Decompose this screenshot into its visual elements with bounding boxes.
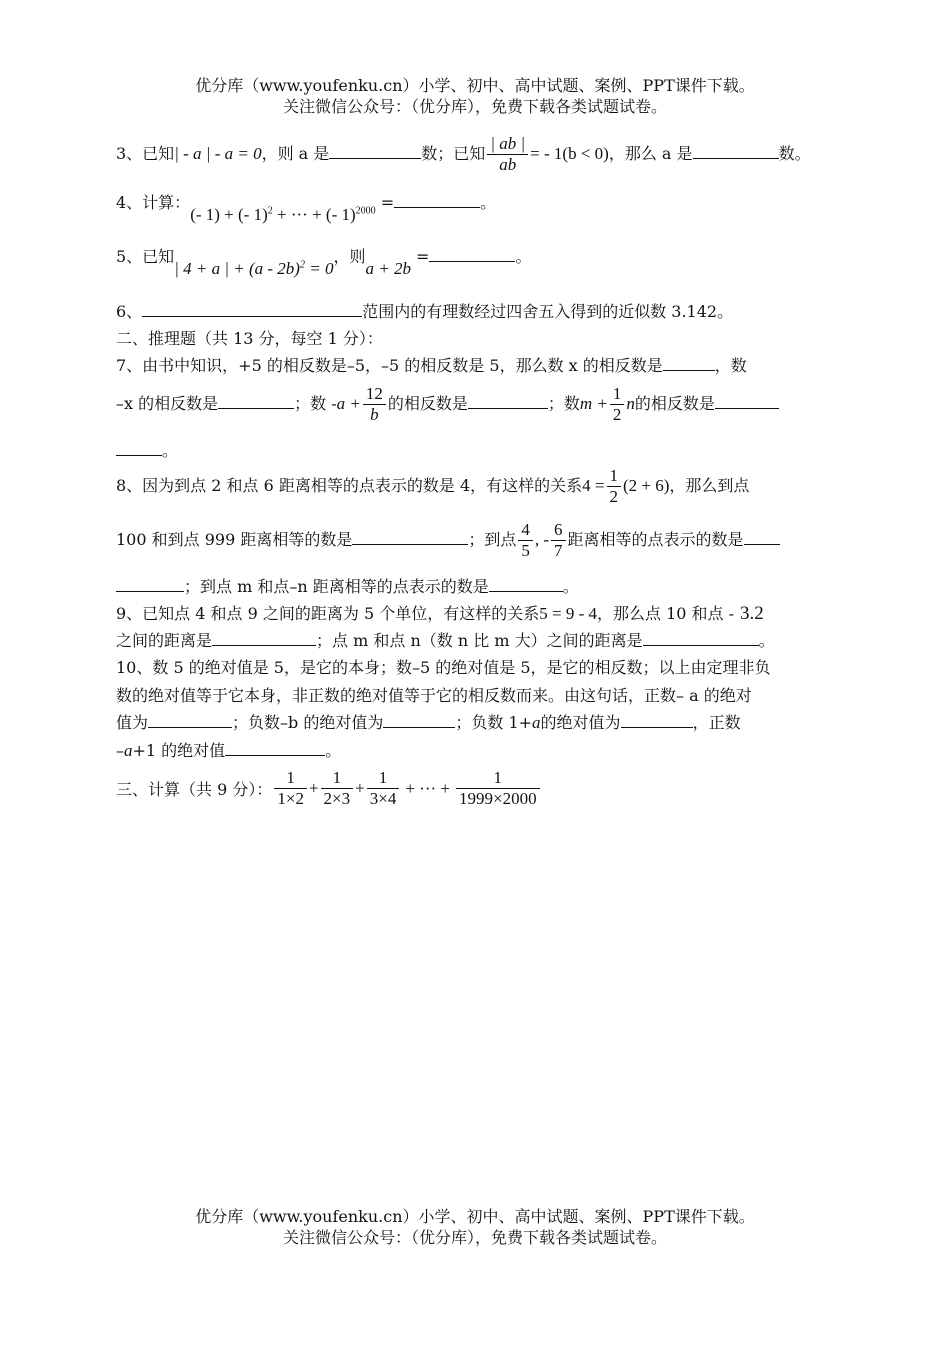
q3-tail: 数。 (778, 144, 811, 163)
question-10-line-3 (116, 710, 741, 733)
q5-expr-1b: = 0 (304, 259, 334, 278)
q8-sep: , - (534, 530, 550, 549)
q5-expression-1 (174, 259, 333, 278)
q3-expr-1: | - a | - a = 0 (174, 144, 262, 163)
q6-tail: 范围内的有理数经过四舍五入得到的近似数 3.142。 (362, 302, 734, 321)
sec3-plus-2: + (355, 778, 365, 798)
q5-eq: = (410, 247, 430, 266)
q3-fraction (487, 134, 528, 175)
question-9-line-1 (116, 601, 764, 625)
sec3-plus-1: + (308, 778, 319, 798)
q3-blank-2[interactable] (693, 144, 779, 159)
q3-frac-den: ab (499, 155, 517, 174)
q7-p2c: a + (336, 394, 361, 413)
q7-fraction-2 (610, 384, 625, 425)
q9-eq: 5 = 9 - 4 (539, 604, 597, 623)
q10-p3b: ；负数–b 的绝对值为 (232, 713, 384, 732)
q7-blank-4[interactable] (715, 394, 779, 409)
q9-blank-1[interactable] (212, 631, 316, 646)
q9-p2a: 之间的距离是 (116, 631, 213, 650)
sec3-f4-num: 1 (456, 768, 540, 789)
footer-line-2: 关注微信公众号：（优分库），免费下载各类试题试卷。 (282, 1228, 667, 1247)
q10-p3e: 的绝对值为 (540, 713, 621, 732)
q7-blank-2[interactable] (218, 394, 294, 409)
q4-tail: 。 (480, 193, 497, 212)
question-8-line-2 (116, 520, 780, 561)
q8-eqa: 4 = (582, 476, 605, 495)
q5-blank[interactable] (429, 247, 515, 262)
q3-frac-num: | ab | (487, 134, 528, 155)
q7-p2e: ；数 (547, 394, 580, 413)
q3-mid-2: 数；已知 (421, 144, 486, 163)
q8-f1-num: 4 (518, 520, 533, 541)
q8-eqb: (2 + 6) (623, 476, 670, 495)
q8-frac-den: 2 (609, 487, 618, 506)
page-footer (0, 1206, 950, 1248)
sec3-fraction-3 (367, 768, 400, 809)
q4-blank[interactable] (394, 193, 480, 208)
q5-sup: 2 (299, 259, 305, 271)
q3-mid-1: ，则 a 是 (261, 144, 330, 163)
q7-p3: 。 (162, 441, 179, 460)
q10-p3c: ；负数 1+ (455, 713, 533, 732)
q10-p3d: a (532, 713, 541, 732)
question-10-line-1: 10、数 5 的绝对值是 5，是它的本身；数–5 的绝对值是 5，是它的相反数；以上由定理非负 (116, 658, 771, 677)
q8-fraction (607, 466, 622, 507)
q7-fraction-1 (363, 384, 386, 425)
q8-p2c: 距离相等的点表示的数是 (567, 530, 744, 549)
q8-fraction-1 (518, 520, 533, 561)
q7-blank-3[interactable] (468, 394, 548, 409)
q9-p1a: 9、已知点 4 和点 9 之间的距离为 5 个单位，有这样的关系 (116, 604, 540, 623)
q7-blank-1[interactable] (663, 356, 715, 371)
q10-p3a: 值为 (116, 713, 149, 732)
question-5 (116, 244, 532, 278)
q5-tail: 。 (515, 247, 532, 266)
q3-lead: 3、已知 (116, 144, 175, 163)
page-header (0, 75, 950, 117)
q4-dots: + ··· + (- 1) (272, 205, 356, 224)
question-4 (116, 190, 497, 224)
sec3-f4-den: 1999×2000 (459, 789, 537, 808)
q8-blank-2[interactable] (744, 530, 780, 545)
question-6 (116, 299, 733, 322)
sec3-f2-den: 2×3 (323, 789, 351, 808)
question-3 (116, 134, 811, 175)
q6-num: 6、 (116, 302, 143, 321)
q8-p1b: ，那么到点 (669, 476, 750, 495)
q7-frac2-den: 2 (612, 405, 622, 424)
q8-p2b: ；到点 (468, 530, 517, 549)
question-7-line-3 (116, 438, 178, 461)
q5-lead: 5、已知 (116, 247, 175, 266)
question-7-line-2 (116, 384, 779, 425)
q7-p2f: m + (579, 394, 608, 413)
q4-expression (190, 205, 375, 224)
question-8-line-3 (116, 574, 579, 597)
q3-mid-3: ，那么 a 是 (608, 144, 693, 163)
q7-p1b: ，数 (714, 356, 747, 375)
sec3-f1-num: 1 (274, 768, 307, 789)
q10-blank-4[interactable] (225, 741, 325, 756)
q7-p2g: n (626, 394, 635, 413)
sec3-f2-num: 1 (321, 768, 354, 789)
question-7-line-1 (116, 353, 747, 376)
q9-blank-2[interactable] (643, 631, 759, 646)
section-2-title: 二、推理题（共 13 分，每空 1 分）： (116, 329, 383, 348)
sec3-f3-den: 3×4 (369, 789, 397, 808)
q3-expr-2: = - 1(b < 0) (530, 144, 609, 163)
q8-f2-num: 6 (551, 520, 566, 541)
question-10-line-4 (116, 738, 341, 761)
header-line-1: 优分库（www.youfenku.cn）小学、初中、高中试题、案例、PPT课件下载。 (195, 76, 755, 95)
q7-p2d: 的相反数是 (387, 394, 468, 413)
question-8-line-1 (116, 466, 749, 507)
q7-frac1-num: 12 (363, 384, 386, 405)
sec3-fraction-1 (274, 768, 307, 809)
q8-blank-2-cont[interactable] (116, 577, 184, 592)
question-10-line-2: 数的绝对值等于它本身，非正数的绝对值等于它的相反数而来。由这句话，正数– a 的绝对 (116, 686, 752, 705)
q5-mid: ，则 (333, 247, 366, 266)
q10-blank-2[interactable] (383, 713, 455, 728)
q8-f2-den: 7 (554, 541, 563, 560)
header-line-2: 关注微信公众号：（优分库），免费下载各类试题试卷。 (282, 97, 667, 116)
q8-blank-1[interactable] (352, 530, 468, 545)
sec3-fraction-2 (321, 768, 354, 809)
q7-p2a: –x 的相反数是 (116, 394, 219, 413)
q7-p2b: ；数 - (294, 394, 337, 413)
q10-p4b: a (124, 741, 133, 760)
q4-lead: 4、计算： (116, 193, 191, 212)
q7-p1: 7、由书中知识，+5 的相反数是–5，–5 的相反数是 5，那么数 x 的相反数是 (116, 356, 663, 375)
q9-p2b: ；点 m 和点 n（数 n 比 m 大）之间的距离是 (316, 631, 643, 650)
sec3-dots: + ··· + (405, 778, 450, 798)
q4-sup-2: 2 (267, 205, 273, 217)
q4-eq: = (375, 193, 395, 212)
q7-frac1-den: b (370, 405, 379, 424)
q9-p2c: 。 (758, 631, 775, 650)
q8-p3b: 。 (562, 577, 579, 596)
q10-p4a: – (116, 741, 124, 760)
q7-frac2-num: 1 (610, 384, 625, 405)
sec3-f3-num: 1 (367, 768, 400, 789)
q10-p3f: ，正数 (692, 713, 741, 732)
q7-blank-4-cont[interactable] (116, 441, 162, 456)
q3-blank-1[interactable] (329, 144, 421, 159)
q6-blank[interactable] (142, 302, 362, 317)
q10-p4c: +1 的绝对值 (132, 741, 226, 760)
q10-blank-3[interactable] (621, 713, 693, 728)
q8-fraction-2 (551, 520, 566, 561)
q5-expr-1: | 4 + a | + (a - 2b) (174, 259, 300, 278)
q8-frac-num: 1 (607, 466, 622, 487)
q8-f1-den: 5 (521, 541, 530, 560)
q5-expr-2: a + 2b (365, 259, 411, 278)
sec3-fraction-4 (456, 768, 540, 809)
q8-blank-3[interactable] (489, 577, 563, 592)
q7-p2h: 的相反数是 (634, 394, 715, 413)
q9-p1b: ，那么点 10 和点 - (597, 604, 735, 623)
q8-p3a: ；到点 m 和点–n 距离相等的点表示的数是 (184, 577, 489, 596)
q8-p1a: 8、因为到点 2 和点 6 距离相等的点表示的数是 4，有这样的关系 (116, 476, 583, 495)
section-3 (116, 768, 542, 809)
question-9-line-2 (116, 628, 775, 651)
q8-p2a: 100 和到点 999 距离相等的数是 (116, 530, 353, 549)
q10-p4d: 。 (325, 741, 342, 760)
q4-sup-2000: 2000 (355, 205, 376, 217)
sec3-lead: 三、计算（共 9 分）： (116, 780, 273, 799)
sec3-f1-den: 1×2 (277, 789, 304, 808)
q10-blank-1[interactable] (148, 713, 232, 728)
q9-val: 3.2 (740, 603, 764, 624)
q4-expr: (- 1) + (- 1) (190, 205, 268, 224)
footer-line-1: 优分库（www.youfenku.cn）小学、初中、高中试题、案例、PPT课件下载。 (195, 1207, 755, 1226)
